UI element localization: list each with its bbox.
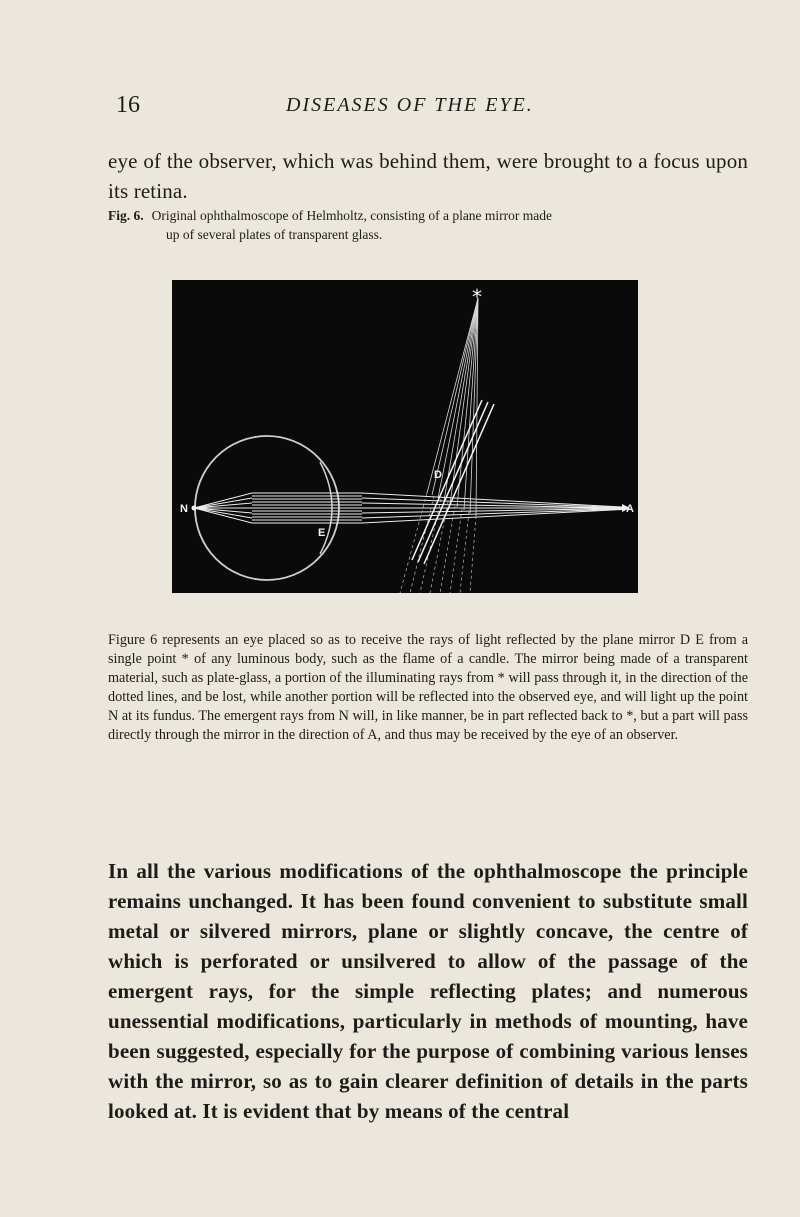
page-number: 16: [116, 92, 140, 118]
point-n: [192, 506, 197, 511]
page-header: [116, 92, 756, 122]
figure-label: Fig. 6.: [108, 208, 144, 223]
caption-line-2: up of several plates of transparent glass.: [166, 227, 383, 242]
figure-caption: [108, 206, 748, 244]
intro-paragraph: eye of the observer, which was behind them, were brought to a focus upon its retina.: [108, 149, 748, 203]
label-e: E: [318, 527, 326, 539]
label-a: A: [626, 503, 634, 515]
ophthalmoscope-figure: [172, 280, 638, 593]
running-title: DISEASES OF THE EYE.: [286, 94, 534, 116]
star-label: *: [472, 285, 482, 309]
label-d: D: [434, 469, 442, 481]
figure-description: Figure 6 represents an eye placed so as to receive the rays of light reflected by the plane mirror D E from a single point * of any luminous body, such as the flame of a candle. The mirror being made of a transparent material, such as plate-glass, a portion of the illuminating rays from * will pass through it, in the direction of the dotted lines, and be lost, while another portion will be reflected into the observed eye, and will light up the point N at its fundus. The emergent rays from N will, in like manner, be in part reflected back to *, but a part will pass directly through the mirror in the direction of A, and thus may be received by the eye of an observer.: [108, 632, 748, 743]
horizontal-ray-bundle: [194, 493, 622, 523]
label-n: N: [180, 503, 188, 515]
caption-line-1: [108, 206, 748, 225]
figure-illustration: [172, 280, 638, 593]
main-paragraph: In all the various modifications of the ophthalmoscope the principle remains unchanged. It has been found convenient to substitute small metal or silvered mirrors, plane or slightly concave, the centre of which is perforated or unsilvered to allow of the passage of the emergent rays, for the simple reflecting plates; and numerous unessential modifications, particularly in methods of mounting, have been suggested, especially for the purpose of combining various lenses with the mirror, so as to gain clearer definition of details in the parts looked at. It is evident that by means of the central: [108, 859, 748, 1123]
caption-text-1: Original ophthalmoscope of Helmholtz, consisting of a plane mirror made: [151, 208, 553, 223]
